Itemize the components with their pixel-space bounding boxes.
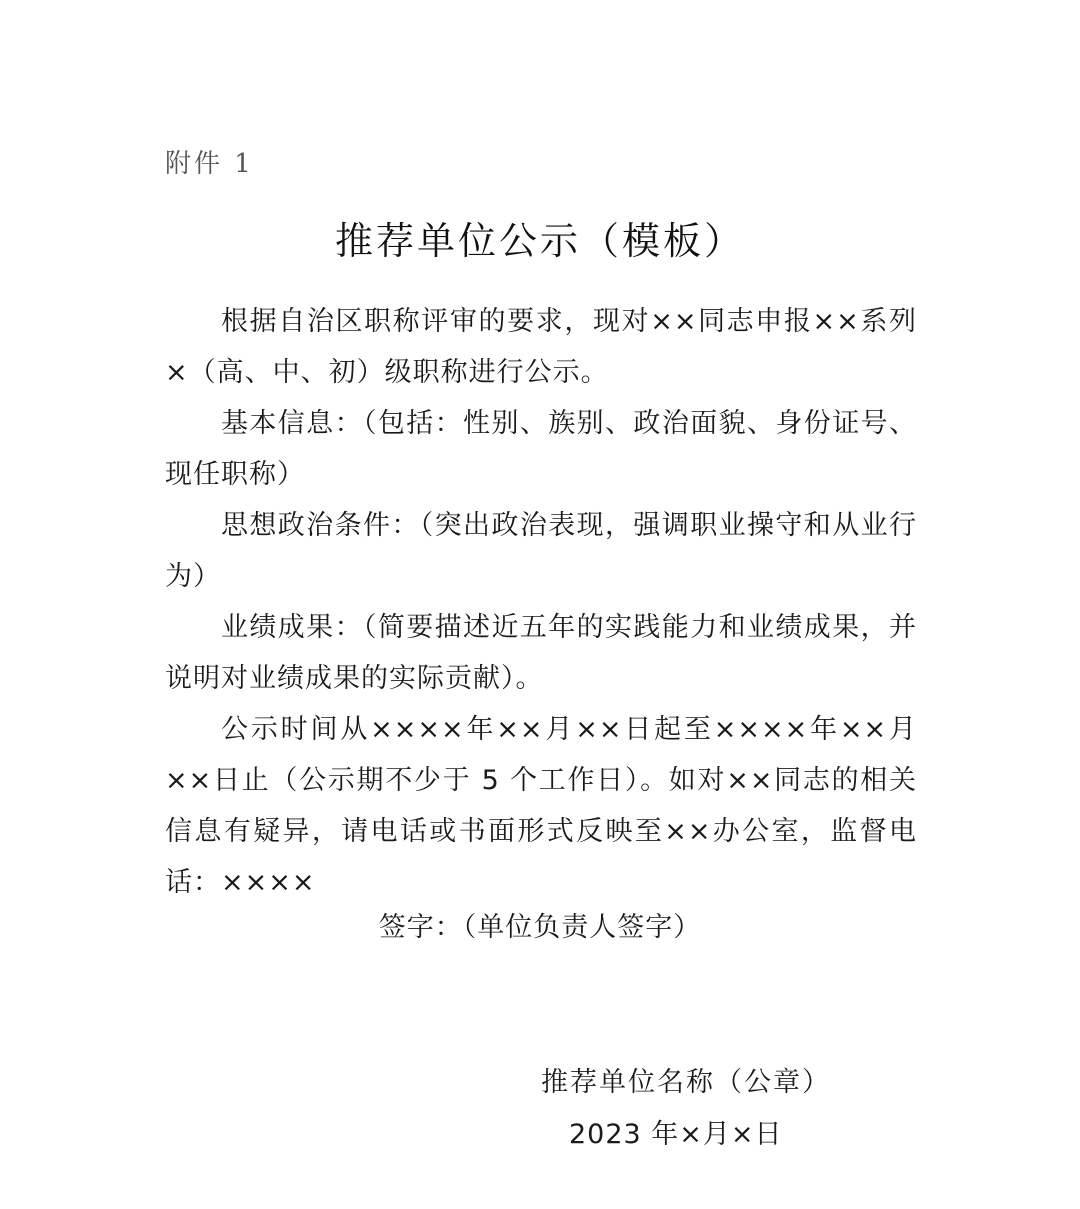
document-date: 2023 年×月×日 bbox=[569, 1119, 783, 1150]
document-body bbox=[165, 296, 917, 908]
paragraph-political: 思想政治条件：（突出政治表现，强调职业操守和从业行为） bbox=[165, 510, 917, 592]
paragraph-achievements: 业绩成果：（简要描述近五年的实践能力和业绩成果，并说明对业绩成果的实际贡献）。 bbox=[165, 612, 917, 694]
paragraph-intro: 根据自治区职称评审的要求，现对××同志申报××系列×（高、中、初）级职称进行公示。 bbox=[165, 306, 917, 388]
recommending-unit-name: 推荐单位名称（公章） bbox=[541, 1067, 831, 1098]
signature-line: 签字：（单位负责人签字） bbox=[378, 912, 702, 943]
document-title: 推荐单位公示（模板） bbox=[334, 219, 745, 263]
paragraph-publicity-period: 公示时间从××××年××月××日起至××××年××月××日止（公示期不少于 5 个工作日）。如对××同志的相关信息有疑异，请电话或书面形式反映至××办公室，监督电话：×××× bbox=[165, 714, 917, 898]
paragraph-basic-info: 基本信息：（包括：性别、族别、政治面貌、身份证号、现任职称） bbox=[165, 408, 917, 490]
attachment-label: 附件 1 bbox=[165, 149, 254, 179]
